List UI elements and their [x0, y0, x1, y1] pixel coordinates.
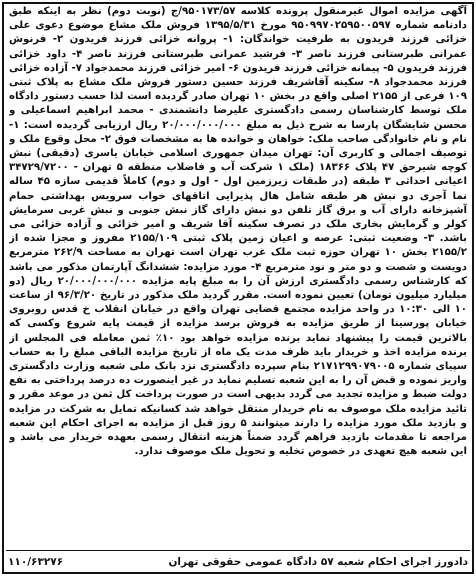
auction-notice-text: آگهی مزایده اموال غیرمنقول پرونده کلاسه ۹۵۰۱۷۳/۵۷/ج (نوبت دوم) نظر به اینکه طبق دادنامه شماره ۹۵۰۹۹۷۰۲۵۹۵۰۰۵۹۷ مورخ ۱۳۹۵/۵/۳۱ فروش ملک مشاع موضوع دعوی علی خزائی فرزند فریدون به طرفیت خواندگان: ۱- پروانه خزائی فرزند فریدون ۲- فرنوش عمرانی طبرستانی فرزند ناصر ۳- فرشید عمرانی طبرستانی فرزند ناصر ۴- داود خزائی فرزند فریدون ۵- پیمانه خزائی فرزند فریدون ۶- امیر خزائی فرزند محمدجواد ۷- آزاده خزائی فرزند محمدجواد ۸- سکینه آقاشریف فرزند حسین دستور فروش ملک مشاع به پلاک ثبتی ۱۰۹ فرعی از ۲۱۵۵ اصلی واقع در بخش ۱۰ تهران صادر گردیده است لذا حسب دستور دادگاه ملک توسط کارشناسان رسمی دادگستری علیرضا دانشمندی - محمد ابراهیم اسماعیلی و محسن شایشگان پارسا به شرح ذیل به مبلغ ۲۰/۰۰۰/۰۰۰/۰۰۰ ریال ارزیابی گردیده است: ۱- نام و نام خانوادگی صاحب ملک: خواهان و خوانده ها به مشخصات فوق ۲- محل وقوع ملک و توصیف اجمالی و کاربری آن: تهران میدان جمهوری اسلامی خیابان یاسری (دقیقی) نبش کوچه شیرحق ۴۷ پلاک ۱۸۳۶۶ (ملک ۱ شرکت آب و فاضلاب منطقه ۵ تهران - ۳۴۷۲۹/۷۲۰۰ اعیانی احداثی ۳ طبقه (در طبقات زیرزمین اول - اول و دوم) کاملاً قدیمی سازه ۴۵ ساله نما آجری دو نبش هر طبقه شامل هال پذیرایی اتاقهای خواب سرویس بهداشتی حمام آشپزخانه دارای آب و برق گاز تلفن دو نبش دارای گاز نبش جنوبی و نبش غربی سرمایش کولر و گرمایش بخاری ملک در تصرف سکینه آقا شریف و امیر خزائی و آزاده خزائی می باشد. ۳- وضعیت ثبتی: عرصه و اعیان زمین پلاک ثبتی ۲۱۵۵/۱۰۹ مفروز و مجزا شده از ۲۱۵۵/۲ بخش ۱۰ تهران حوزه ثبت ملک غرب تهران است تهران به مساحت ۲۶۲/۹ مترمربع دویست و شصت و دو متر و نود مترمربع ۴- مورد مزایده: ششدانگ آپارتمان مذکور می باشد که کارشناس رسمی دادگستری ارزش آن را به مبلغ پایه مزایده ۲۰/۰۰۰/۰۰۰/۰۰۰ ریال (دو میلیارد میلیون تومان) تعیین نموده است. مقرر گردید ملک مذکور در تاریخ ۹۶/۳/۲۰ از ساعت ۱۰ الی ۱۰:۳۰ در واحد مزایده مجتمع قضایی تهران واقع در خیابان انقلاب خ قدس روبروی خیابان پورسینا از طریق مزایده به فروش برسد مزایده از قیمت پایه شروع وکسی که بالاترین قیمت را پیشنهاد نماید برنده مزایده خواهد بود ۱۰٪ ثمن معامله فی المجلس از برنده مزایده اخذ و خریدار باید ظرف مدت یک ماه از تاریخ مزایده الباقی مبلغ را به حساب سپیای شماره ۲۱۷۱۲۹۹۰۷۹۰۰۵ بنام سپرده دادگستری نزد بانک ملی شعبه وزارت دادگستری واریز نموده و قبض آن را به این شعبه تسلیم نماید در غیر اینصورت ده درصد پرداختی به نفع دولت ضبط و مزایده تجدید می گردد بدیهی است در صورت پرداخت کل ثمن در موعد مقرر و تائید مزایده ملک موصوف به نام خریدار منتقل خواهد شد کسانیکه تمایل به شرکت در مزایده و بازدید ملک مورد مزایده را دارند میتوانند ۵ روز قبل از مزایده به اجرای احکام این شعبه مراجعه تا مقدمات بازدید فراهم گردد ضمناً هزینه انتقال رسمی بعهده خریدار می باشد و این شعبه هیچ تعهدی در خصوص تخلیه و تحویل ملک موصوف ندارد.	[9, 6, 467, 458]
footer-divider	[6, 550, 470, 551]
issuer-signature: دادورز اجرای احکام شعبه ۵۷ دادگاه عمومی حقوقی تهران	[168, 556, 468, 568]
notice-code: ۱۱۰/۶۳۲۷۶	[8, 556, 64, 568]
notice-footer	[8, 553, 468, 571]
